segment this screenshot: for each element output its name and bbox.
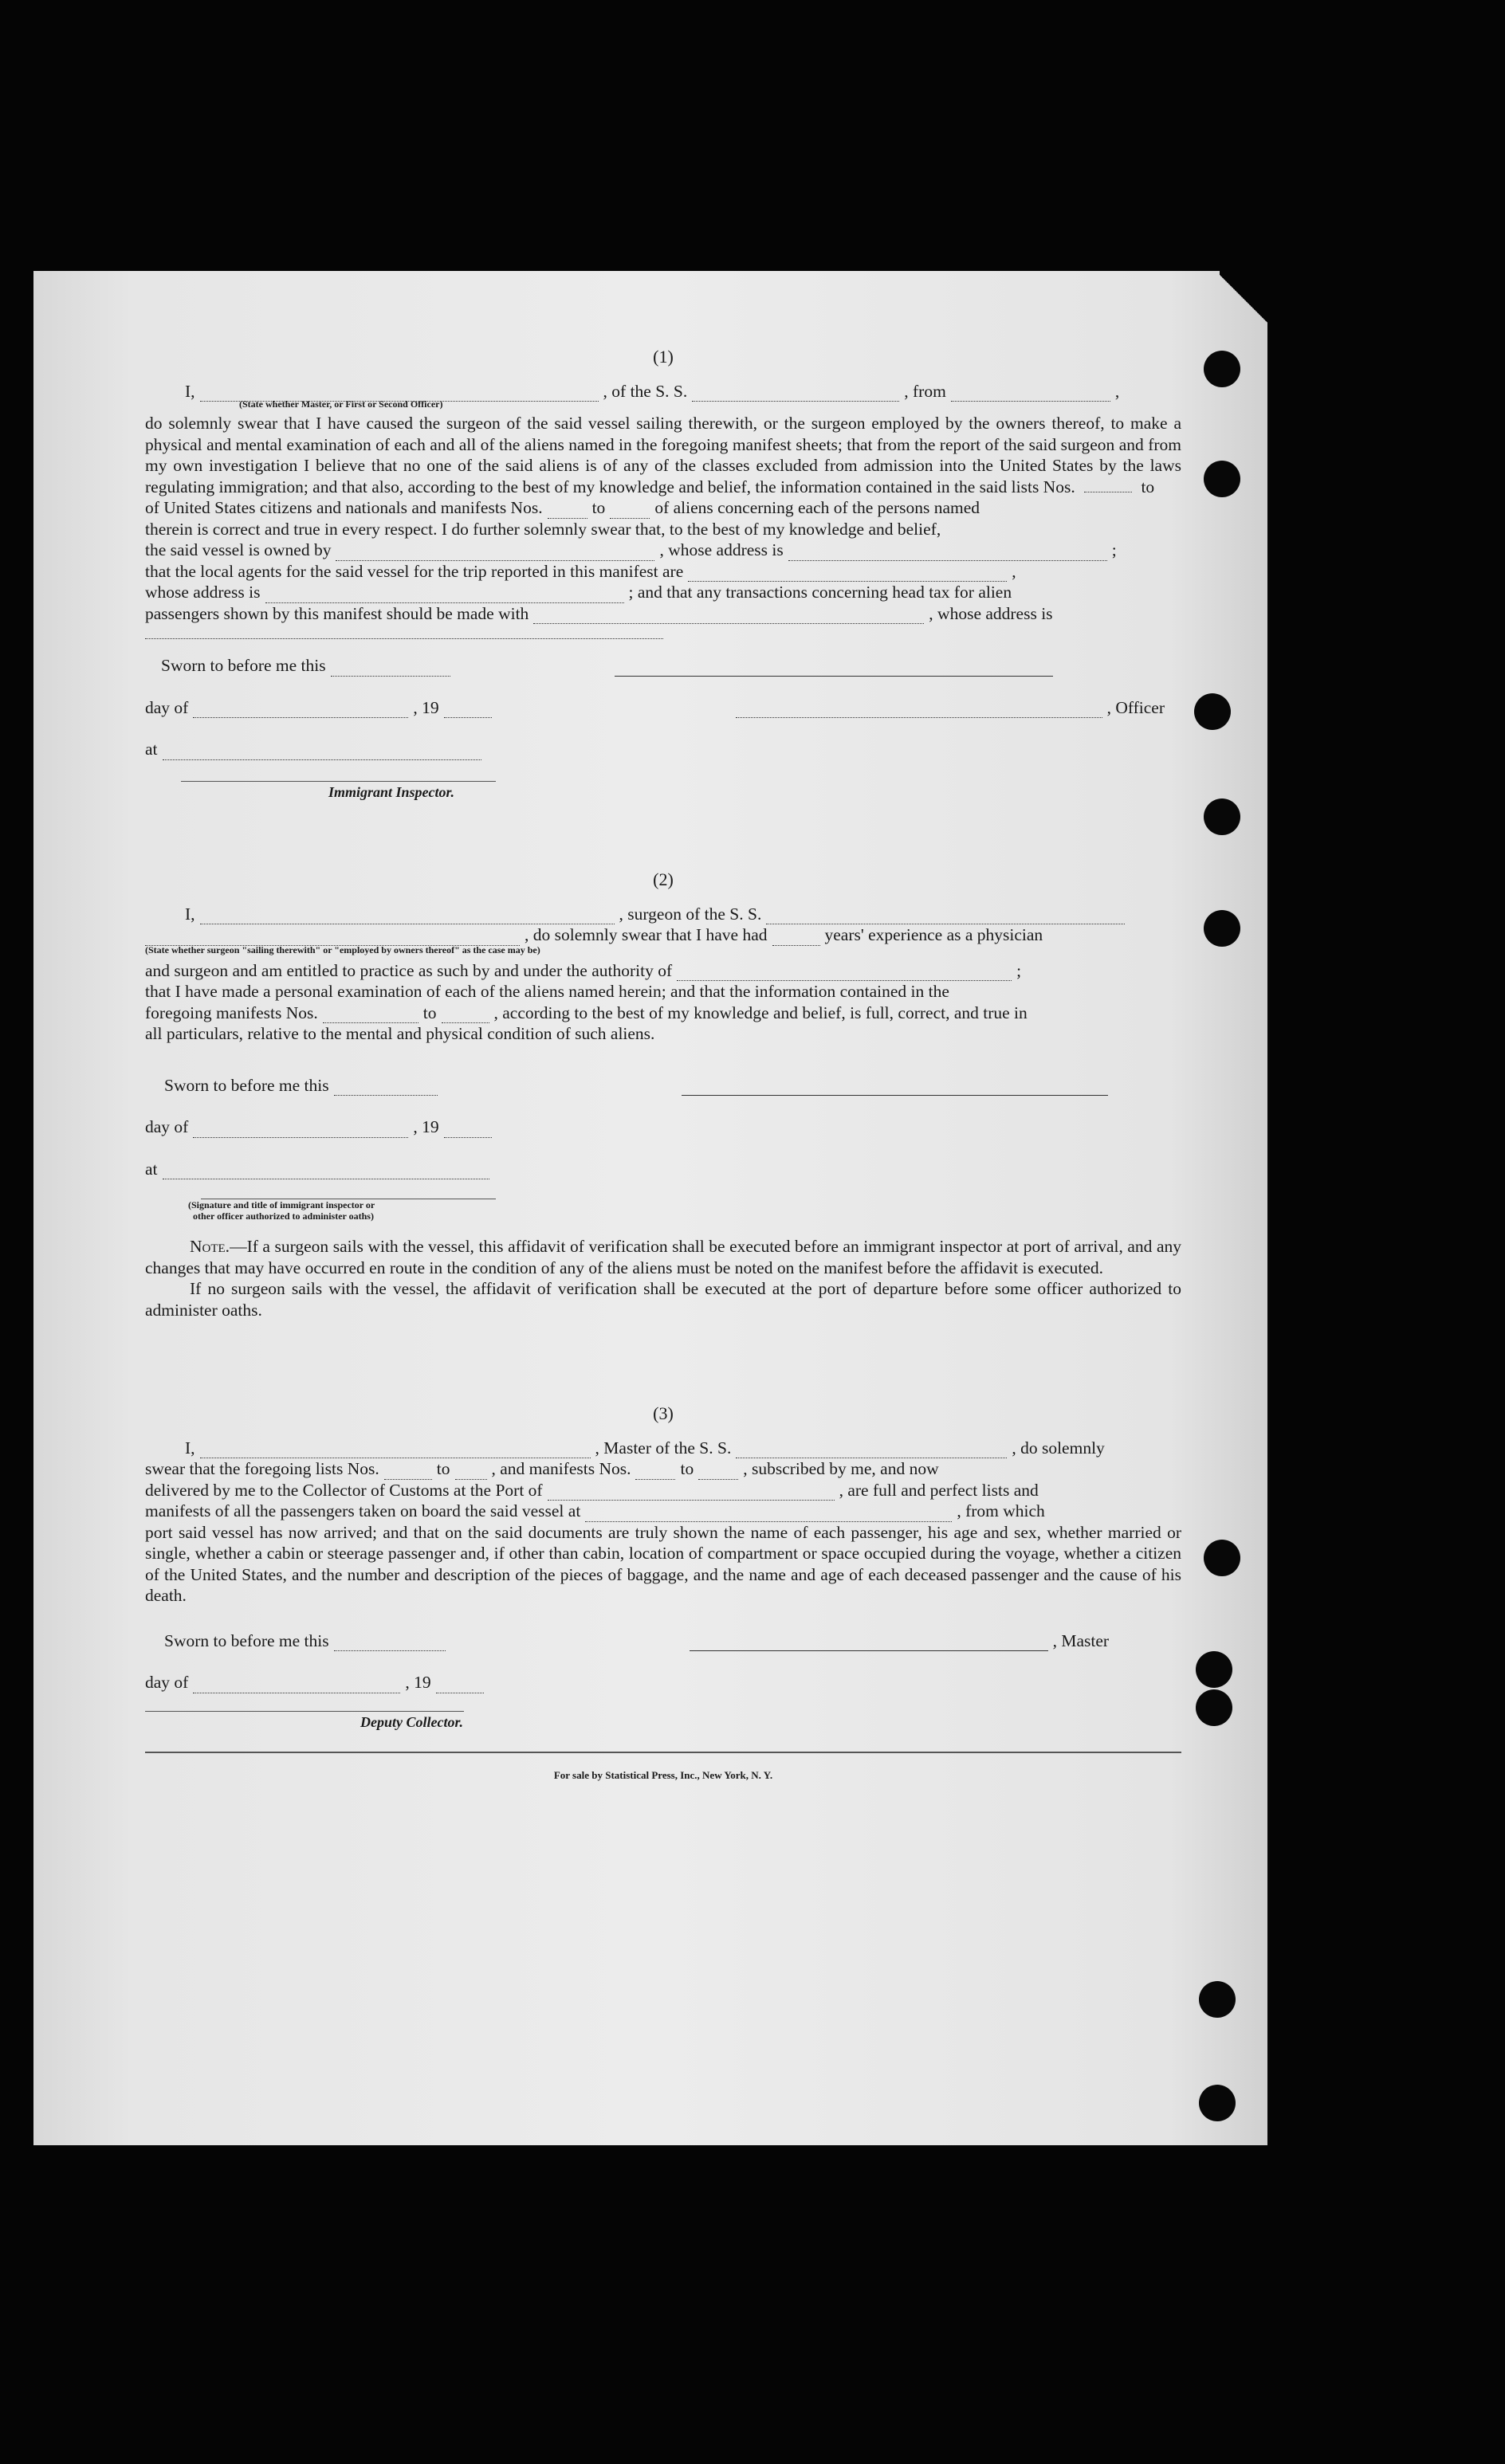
section-2-at-line: at xyxy=(145,1159,1181,1180)
surgeon-signature-field[interactable] xyxy=(682,1081,1108,1096)
section-1-line-1: I, , of the S. S. , from , xyxy=(185,381,1120,401)
section-2-line-1: I, , surgeon of the S. S. xyxy=(145,904,1181,925)
section-1-month-field[interactable] xyxy=(193,703,408,718)
section-3-sworn-date-field[interactable] xyxy=(334,1636,446,1651)
section-2-number: (2) xyxy=(653,869,674,889)
surgeon-manifests-to-field[interactable] xyxy=(442,1008,489,1023)
section-3-body: port said vessel has now arrived; and that on the said documents are truly shown the name of each passenger, his age and sex, whether married or single, whether a cabin or steerage passenger and, if other than cabin, location of compartment or space occupied during the voyage, whether a citizen of the United States, and the number and description of the pieces of baggage, and the name and age of each deceased passenger and the cause of his death. xyxy=(145,1522,1181,1605)
section-3-line-3: delivered by me to the Collector of Customs at the Port of , are full and perfect lists and xyxy=(145,1480,1039,1500)
section-1-head-tax-line: passengers shown by this manifest should be made with , whose address is xyxy=(145,603,1053,623)
binder-hole xyxy=(1204,798,1240,835)
section-3-year-field[interactable] xyxy=(436,1678,484,1693)
master-lists-to-field[interactable] xyxy=(455,1465,487,1480)
form-sheet xyxy=(33,271,1267,2145)
manifests-from-field[interactable] xyxy=(548,504,587,519)
section-1-at-line: at xyxy=(145,739,1181,760)
section-1-sworn-date-field[interactable] xyxy=(331,661,450,677)
section-3-day-line: day of , 19 xyxy=(145,1672,1181,1693)
section-1-body: do solemnly swear that I have caused the surgeon of the said vessel sailing therewith, or the surgeon employed by the owners thereof, to make a physical and mental examination of each and all of the aliens named in the foregoing manifest sheets; that from the report of the said surgeon and from my own investigation I believe that no one of the said aliens is of any of the classes excluded from admission into the United States by the laws regulating immigration; and that also, according to the best of my knowledge and belief, the information contained in the said lists Nos. to xyxy=(145,414,1181,496)
section-1-us-citizens-line: of United States citizens and nationals and manifests Nos. to of aliens concerning each of the persons named xyxy=(145,498,980,517)
surgeon-type-field[interactable] xyxy=(145,931,520,946)
master-name-field[interactable] xyxy=(200,1443,591,1458)
section-1-year-field[interactable] xyxy=(444,703,492,718)
section-2-year-field[interactable] xyxy=(444,1123,492,1138)
section-2-sworn-line: Sworn to before me this xyxy=(145,1075,1181,1097)
section-2-line-4: that I have made a personal examination of each of the aliens named herein; and that the information contained in the xyxy=(145,982,949,1001)
binder-hole xyxy=(1204,910,1240,947)
officer-rank-hint: (State whether Master, or First or Second Officer) xyxy=(239,398,443,410)
section-2-month-field[interactable] xyxy=(193,1123,408,1138)
bottom-rule xyxy=(145,1752,1181,1753)
deputy-caption: Deputy Collector. xyxy=(360,1713,463,1730)
binder-hole xyxy=(1196,1689,1232,1726)
section-1-sworn-line: Sworn to before me this xyxy=(145,655,1181,677)
section-2-sig-caption-1: (Signature and title of immigrant inspector or xyxy=(188,1199,375,1210)
section-1-agent-address-line: whose address is ; and that any transactions concerning head tax for alien xyxy=(145,583,1012,602)
section-1-therein: therein is correct and true in every respect. I do further solemnly swear that, to the best of my knowledge and belief, xyxy=(145,519,941,539)
section-3-number: (3) xyxy=(653,1403,674,1423)
head-tax-address-field[interactable] xyxy=(145,624,663,639)
surgeon-vessel-field[interactable] xyxy=(766,909,1125,924)
surgeon-type-hint: (State whether surgeon "sailing therewith" or "employed by owners thereof" as the case may be) xyxy=(145,944,540,955)
printer-footer: For sale by Statistical Press, Inc., New York, N. Y. xyxy=(553,1768,773,1781)
section-2-line-2: , do solemnly swear that I have had years' experience as a physician xyxy=(145,924,1181,946)
agent-address-field[interactable] xyxy=(265,588,624,603)
local-agents-field[interactable] xyxy=(688,567,1007,582)
section-1-officer-signature-field[interactable] xyxy=(736,703,1102,718)
head-tax-contact-field[interactable] xyxy=(533,609,924,624)
section-2-place-field[interactable] xyxy=(163,1164,489,1179)
master-signature-field[interactable] xyxy=(690,1636,1048,1651)
surgeon-name-field[interactable] xyxy=(200,909,615,924)
surgeon-note-2: If no surgeon sails with the vessel, the affidavit of verification shall be executed at the port of departure before some officer authorized to administer oaths. xyxy=(145,1279,1181,1320)
port-of-arrival-field[interactable] xyxy=(548,1485,835,1501)
section-3-line-2: swear that the foregoing lists Nos. to , and manifests Nos. to , subscribed by me, and now xyxy=(145,1459,939,1478)
section-2-line-6: all particulars, relative to the mental and physical condition of such aliens. xyxy=(145,1024,655,1043)
section-1-agents-line: that the local agents for the said vessel for the trip reported in this manifest are , xyxy=(145,561,1016,581)
binder-hole xyxy=(1204,461,1240,497)
section-1-owned-line: the said vessel is owned by , whose address is ; xyxy=(145,540,1117,559)
section-3-line-4: manifests of all the passengers taken on board the said vessel at , from which xyxy=(145,1501,1045,1520)
years-experience-field[interactable] xyxy=(772,931,820,946)
master-manifests-to-field[interactable] xyxy=(698,1465,738,1480)
section-1-place-field[interactable] xyxy=(163,745,481,760)
section-3-sworn-line: Sworn to before me this , Master xyxy=(164,1630,1110,1650)
master-manifests-from-field[interactable] xyxy=(635,1465,675,1480)
section-2-line-5: foregoing manifests Nos. to , according to the best of my knowledge and belief, is full, correct, and true in xyxy=(145,1002,1028,1022)
authority-field[interactable] xyxy=(677,966,1012,981)
binder-hole xyxy=(1194,693,1231,730)
binder-hole xyxy=(1204,1540,1240,1576)
binder-hole xyxy=(1199,2085,1236,2121)
surgeon-note: Note.—If a surgeon sails with the vessel, this affidavit of verification shall be executed before an immigrant inspector at port of arrival, and any changes that may have occurred en route in the condition of any of the aliens must be noted on the manifest before the affidavit is executed. xyxy=(145,1237,1181,1277)
master-lists-from-field[interactable] xyxy=(384,1465,432,1480)
manifests-to-field[interactable] xyxy=(610,504,650,519)
section-1-day-line: day of , 19 , Officer xyxy=(145,697,1165,717)
binder-hole xyxy=(1196,1651,1232,1688)
section-3-month-field[interactable] xyxy=(193,1678,400,1693)
section-1-officer-name-field[interactable] xyxy=(615,661,1053,677)
section-3-line-1: I, , Master of the S. S. , do solemnly xyxy=(185,1438,1105,1458)
from-port-field[interactable] xyxy=(951,386,1110,402)
section-2-line-3: and surgeon and am entitled to practice as such by and under the authority of ; xyxy=(145,960,1022,980)
owner-field[interactable] xyxy=(336,546,654,561)
affidavit-form xyxy=(145,347,1181,1786)
vessel-name-field[interactable] xyxy=(692,386,899,402)
surgeon-manifests-from-field[interactable] xyxy=(323,1008,418,1023)
section-2-day-line: day of , 19 xyxy=(145,1116,1181,1138)
binder-hole xyxy=(1204,351,1240,387)
lists-from-field[interactable] xyxy=(1084,477,1132,492)
section-1-number: (1) xyxy=(653,347,674,367)
section-2-sworn-date-field[interactable] xyxy=(334,1081,438,1096)
inspector-caption: Immigrant Inspector. xyxy=(328,783,455,800)
port-of-departure-field[interactable] xyxy=(585,1507,952,1522)
section-2-sig-caption-2: other officer authorized to administer oaths) xyxy=(193,1210,374,1222)
owner-address-field[interactable] xyxy=(788,546,1107,561)
master-vessel-field[interactable] xyxy=(736,1443,1007,1458)
note-label: Note. xyxy=(190,1237,230,1256)
binder-hole xyxy=(1199,1981,1236,2018)
